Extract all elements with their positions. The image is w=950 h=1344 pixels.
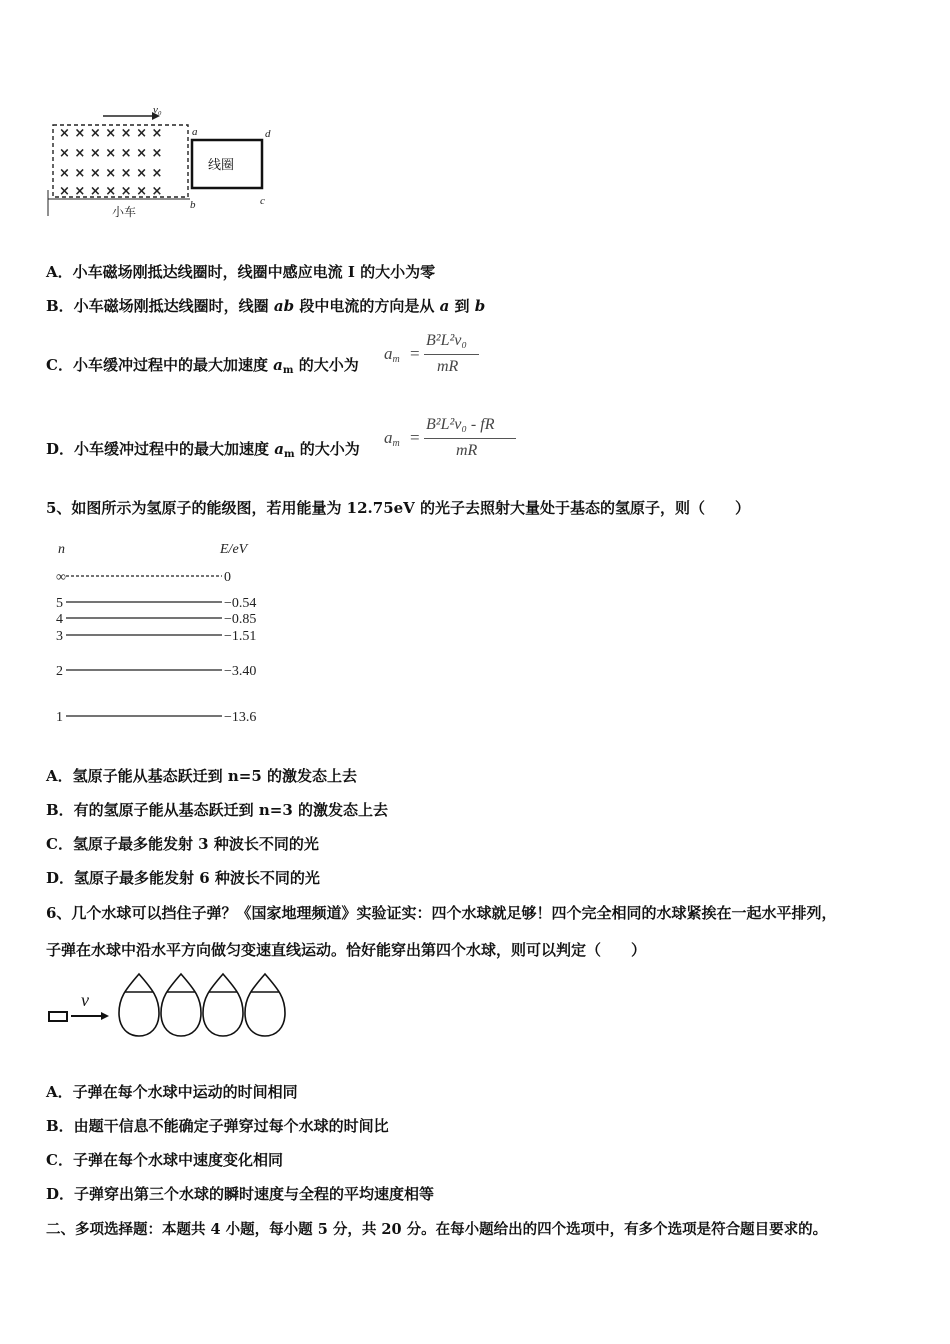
energy-level-e-label: −1.51 bbox=[224, 629, 257, 644]
corner-b: b bbox=[190, 199, 196, 211]
svg-text:× × × × × × ×: × × × × × × × bbox=[59, 166, 163, 181]
v0-label: v₀ bbox=[153, 104, 162, 116]
q6-option-b: B．由题干信息不能确定子弹穿过每个水球的时间比 bbox=[46, 1117, 389, 1135]
q6-option-a: A．子弹在每个水球中运动的时间相同 bbox=[46, 1083, 298, 1101]
energy-level-diagram bbox=[50, 538, 290, 738]
energy-level-e-label: −0.54 bbox=[224, 596, 257, 611]
energy-axis-label: E/eV bbox=[220, 542, 248, 557]
q5-option-d: D．氢原子最多能发射 6 种波长不同的光 bbox=[46, 869, 320, 887]
section2-heading: 二、多项选择题：本题共 4 小题，每小题 5 分，共 20 分。在每小题给出的四个选项中，有多个选项是符合题目要求的。 bbox=[46, 1221, 828, 1238]
corner-d: d bbox=[265, 128, 271, 140]
svg-text:× × × × × × ×: × × × × × × × bbox=[59, 184, 163, 199]
energy-level-e-label: 0 bbox=[224, 570, 231, 585]
q6-stem-line2: 子弹在水球中沿水平方向做匀变速直线运动。恰好能穿出第四个水球，则可以判定（ ） bbox=[46, 941, 647, 959]
v-label: v bbox=[81, 990, 89, 1010]
water-balls-figure bbox=[45, 968, 295, 1043]
q4-option-b: B．小车磁场刚抵达线圈时，线圈 ab 段中电流的方向是从 a 到 b bbox=[46, 297, 486, 315]
q5-option-c: C．氢原子最多能发射 3 种波长不同的光 bbox=[46, 835, 319, 853]
energy-level-n-label: ∞ bbox=[56, 570, 66, 585]
coil-label: 线圈 bbox=[208, 158, 235, 173]
q5-option-a: A．氢原子能从基态跃迁到 n=5 的激发态上去 bbox=[46, 767, 357, 785]
field-crosses bbox=[59, 126, 162, 199]
energy-level-n-label: 2 bbox=[56, 664, 63, 679]
q4-option-d: D．小车缓冲过程中的最大加速度 $a_m$ 的大小为 bbox=[46, 440, 360, 460]
q6-stem-line1: 6、几个水球可以挡住子弹？《国家地理频道》实验证实：四个水球就足够！四个完全相同的水球紧挨在一起水平排列， bbox=[46, 904, 837, 922]
q4-option-c: C．小车缓冲过程中的最大加速度 $a_m$ 的大小为 bbox=[46, 356, 359, 376]
q6-option-c: C．子弹在每个水球中速度变化相同 bbox=[46, 1151, 283, 1169]
energy-level-e-label: −0.85 bbox=[224, 612, 257, 627]
energy-level-n-label: 3 bbox=[56, 629, 63, 644]
n-axis-label: n bbox=[58, 542, 65, 557]
energy-level-e-label: −13.6 bbox=[224, 710, 257, 725]
energy-level-n-label: 1 bbox=[56, 710, 63, 725]
svg-text:× × × × × × ×: × × × × × × × bbox=[59, 126, 163, 141]
energy-level-n-label: 5 bbox=[56, 596, 63, 611]
water-balls bbox=[119, 974, 285, 1036]
corner-a: a bbox=[192, 126, 198, 138]
bullet-icon bbox=[49, 1012, 67, 1021]
car-label: 小车 bbox=[112, 205, 137, 219]
q4-option-a: A．小车磁场刚抵达线圈时，线圈中感应电流 I 的大小为零 bbox=[46, 263, 436, 281]
q6-option-d: D．子弹穿出第三个水球的瞬时速度与全程的平均速度相等 bbox=[46, 1185, 435, 1203]
energy-level-n-label: 4 bbox=[56, 612, 63, 627]
q5-stem: 5、如图所示为氢原子的能级图，若用能量为 12.75eV 的光子去照射大量处于基态的氢原子，则（ ） bbox=[46, 499, 751, 517]
svg-text:× × × × × × ×: × × × × × × × bbox=[59, 146, 163, 161]
energy-level-e-label: −3.40 bbox=[224, 664, 257, 679]
car-coil-figure bbox=[40, 100, 300, 230]
corner-c: c bbox=[260, 195, 265, 207]
q5-option-b: B．有的氢原子能从基态跃迁到 n=3 的激发态上去 bbox=[46, 801, 389, 819]
